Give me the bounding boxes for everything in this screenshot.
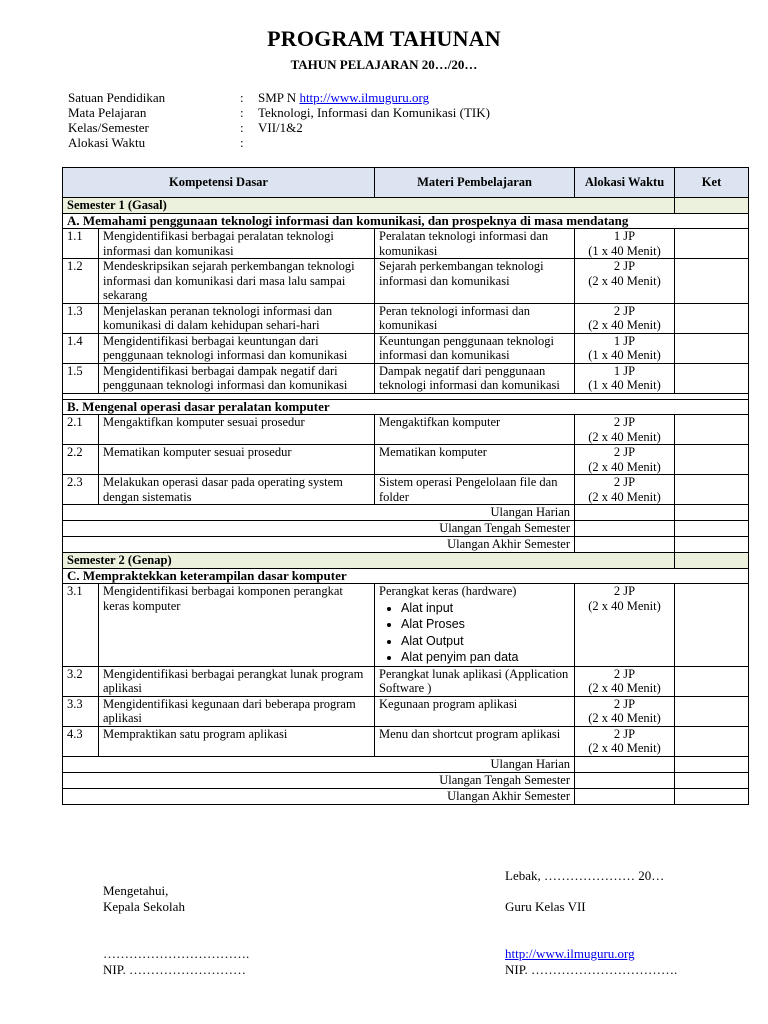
table-row [63,696,749,726]
row-number: 1.2 [63,259,99,304]
ulangan-row [63,772,749,788]
table-row [63,475,749,505]
header-kd: Kompetensi Dasar [63,168,375,198]
info-prefix: SMP N [258,90,300,105]
semester-row [63,198,749,214]
info-colon: : [240,120,244,135]
menit-value: (2 x 40 Menit) [588,489,661,504]
ulangan-ket [675,537,749,553]
ulangan-uas-label: Ulangan Akhir Semester [63,788,575,804]
menit-value: (2 x 40 Menit) [588,318,661,332]
jp-value: 2 JP [613,696,636,711]
row-kd: Mengidentifikasi kegunaan dari beberapa program aplikasi [99,696,375,726]
row-alokasi [575,229,675,259]
row-number: 3.3 [63,696,99,726]
ulangan-alokasi [575,505,675,521]
info-label: Kelas/Semester [68,120,149,135]
jp-value: 2 JP [613,259,636,273]
row-kd: Mengidentifikasi berbagai dampak negatif dari penggunaan teknologi informasi dan komunikasi [99,363,375,393]
row-ket [675,696,749,726]
row-kd: Melakukan operasi dasar pada operating system dengan sistematis [99,475,375,505]
row-ket [675,333,749,363]
row-kd: Menjelaskan peranan teknologi informasi dan komunikasi di dalam kehidupan sehari-hari [99,303,375,333]
info-row-satuan [68,90,490,105]
row-kd: Mempraktikan satu program aplikasi [99,726,375,756]
row-kd: Mengidentifikasi berbagai keuntungan dari penggunaan teknologi informasi dan komunikasi [99,333,375,363]
menit-value: (2 x 40 Menit) [588,429,661,444]
row-ket [675,363,749,393]
row-kd: Mengidentifikasi berbagai komponen perangkat keras komputer [99,584,375,667]
info-colon: : [240,135,244,150]
row-materi: Sejarah perkembangan teknologi informasi dan komunikasi [375,259,575,304]
row-ket [675,415,749,445]
ulangan-alokasi [575,537,675,553]
menit-value: (1 x 40 Menit) [588,348,661,362]
row-alokasi [575,259,675,304]
header-alokasi: Alokasi Waktu [575,168,675,198]
ulangan-uas-label: Ulangan Akhir Semester [63,537,575,553]
info-value [258,90,429,105]
ulangan-harian-label: Ulangan Harian [63,505,575,521]
row-materi: Mematikan komputer [375,445,575,475]
semester-2-label: Semester 2 (Genap) [63,553,675,569]
jp-value: 2 JP [613,584,636,598]
info-row-mapel [68,105,490,120]
table-row [63,259,749,304]
row-alokasi [575,666,675,696]
materi-heading: Perangkat keras (hardware) [379,584,517,598]
nip-right: NIP. ……………………………. [505,962,678,977]
table-row [63,303,749,333]
jp-value: 2 JP [613,475,636,489]
row-number: 2.2 [63,445,99,475]
row-alokasi [575,333,675,363]
row-kd: Mengidentifikasi berbagai perangkat lunak program aplikasi [99,666,375,696]
row-ket [675,229,749,259]
row-alokasi [575,726,675,756]
materi-list [379,600,570,666]
table-header-row [63,168,749,198]
row-alokasi [575,696,675,726]
ulangan-ket [675,521,749,537]
row-number: 1.3 [63,303,99,333]
info-row-alokasi [68,135,490,150]
nip-left: NIP. ……………………… [103,962,247,977]
table-row [63,363,749,393]
ulangan-row [63,756,749,772]
info-value: Teknologi, Informasi dan Komunikasi (TIK) [258,105,490,120]
row-alokasi [575,475,675,505]
row-number: 2.1 [63,415,99,445]
row-ket [675,666,749,696]
ulangan-row [63,505,749,521]
category-b: B. Mengenal operasi dasar peralatan komputer [63,399,749,415]
menit-value: (2 x 40 Menit) [588,459,661,474]
ulangan-row [63,537,749,553]
ulangan-row [63,521,749,537]
header-ket: Ket [675,168,749,198]
row-materi [375,584,575,667]
row-materi: Keuntungan penggunaan teknologi informasi dan komunikasi [375,333,575,363]
program-table [62,167,749,805]
row-kd: Mengaktifkan komputer sesuai prosedur [99,415,375,445]
row-number: 1.1 [63,229,99,259]
signature-left [103,883,185,915]
row-number: 4.3 [63,726,99,756]
row-materi: Mengaktifkan komputer [375,415,575,445]
row-alokasi [575,445,675,475]
row-ket [675,475,749,505]
signature-right-bottom [505,946,677,978]
jp-value: 2 JP [613,415,636,429]
semester-1-label: Semester 1 (Gasal) [63,198,675,214]
row-materi: Menu dan shortcut program aplikasi [375,726,575,756]
table-row [63,584,749,667]
category-row [63,213,749,229]
ulangan-ket [675,756,749,772]
row-ket [675,259,749,304]
info-label: Mata Pelajaran [68,105,147,120]
guru-label: Guru Kelas VII [505,899,586,914]
page-subtitle: TAHUN PELAJARAN 20…/20… [290,57,478,72]
info-label: Alokasi Waktu [68,135,146,150]
row-alokasi [575,363,675,393]
jp-value: 1 JP [613,333,636,348]
table-row [63,445,749,475]
category-row [63,399,749,415]
ulangan-alokasi [575,521,675,537]
jp-value: 2 JP [613,726,636,741]
info-block [68,90,490,150]
category-a: A. Memahami penggunaan teknologi informasi dan komunikasi, dan prospeknya di masa mendatang [63,213,749,229]
semester-row [63,553,749,569]
row-number: 3.2 [63,666,99,696]
menit-value: (2 x 40 Menit) [588,741,661,755]
row-alokasi [575,303,675,333]
ulangan-row [63,788,749,804]
jp-value: 2 JP [613,303,636,318]
ulangan-alokasi [575,788,675,804]
list-item: • Alat Output [401,633,570,650]
menit-value: (2 x 40 Menit) [588,711,661,725]
row-number: 3.1 [63,584,99,667]
row-number: 1.5 [63,363,99,393]
info-colon: : [240,105,244,120]
list-item: • Alat input [401,600,570,617]
ulangan-harian-label: Ulangan Harian [63,756,575,772]
kepala-sekolah-label: Kepala Sekolah [103,899,185,914]
ulangan-alokasi [575,772,675,788]
row-materi: Peran teknologi informasi dan komunikasi [375,303,575,333]
info-row-kelas [68,120,490,135]
ulangan-ket [675,772,749,788]
name-dots: ……………………………. [103,946,250,961]
jp-value: 2 JP [613,445,636,459]
row-alokasi [575,584,675,667]
row-alokasi [575,415,675,445]
place-date: Lebak, ………………… 20… [505,868,665,883]
row-materi: Dampak negatif dari penggunaan teknologi informasi dan komunikasi [375,363,575,393]
table-row [63,229,749,259]
row-number: 2.3 [63,475,99,505]
category-row [63,568,749,584]
menit-value: (2 x 40 Menit) [588,273,661,288]
ulangan-uts-label: Ulangan Tengah Semester [63,772,575,788]
menit-value: (1 x 40 Menit) [588,243,661,258]
signature-left-bottom [103,946,249,978]
row-kd: Mengidentifikasi berbagai peralatan teknologi informasi dan komunikasi [99,229,375,259]
table-row [63,726,749,756]
menit-value: (1 x 40 Menit) [588,378,661,392]
info-colon: : [240,90,244,105]
semester-ket-cell [675,553,749,569]
jp-value: 1 JP [613,229,636,243]
list-item: • Alat penyim pan data [401,649,570,666]
school-link[interactable]: http://www.ilmuguru.org [299,90,430,105]
jp-value: 2 JP [613,666,636,681]
table-row [63,415,749,445]
table-row [63,666,749,696]
row-materi: Perangkat lunak aplikasi (Application Software ) [375,666,575,696]
footer-link[interactable]: http://www.ilmuguru.org [505,946,635,961]
row-ket [675,584,749,667]
table-row [63,333,749,363]
category-c: C. Mempraktekkan keterampilan dasar komputer [63,568,749,584]
row-number: 1.4 [63,333,99,363]
ulangan-uts-label: Ulangan Tengah Semester [63,521,575,537]
row-ket [675,445,749,475]
ulangan-ket [675,788,749,804]
row-materi: Peralatan teknologi informasi dan komunikasi [375,229,575,259]
row-materi: Sistem operasi Pengelolaan file dan folder [375,475,575,505]
row-ket [675,726,749,756]
row-kd: Mendeskripsikan sejarah perkembangan teknologi informasi dan komunikasi dari masa lalu sampai sekarang [99,259,375,304]
row-materi: Kegunaan program aplikasi [375,696,575,726]
list-item: • Alat Proses [401,616,570,633]
info-label: Satuan Pendidikan [68,90,166,105]
ulangan-ket [675,505,749,521]
info-value: VII/1&2 [258,120,303,135]
semester-ket-cell [675,198,749,214]
page-title: PROGRAM TAHUNAN [267,26,501,51]
row-kd: Mematikan komputer sesuai prosedur [99,445,375,475]
jp-value: 1 JP [613,363,636,378]
header-materi: Materi Pembelajaran [375,168,575,198]
ulangan-alokasi [575,756,675,772]
row-ket [675,303,749,333]
menit-value: (2 x 40 Menit) [588,681,661,695]
mengetahui-label: Mengetahui, [103,883,169,898]
menit-value: (2 x 40 Menit) [588,598,661,613]
